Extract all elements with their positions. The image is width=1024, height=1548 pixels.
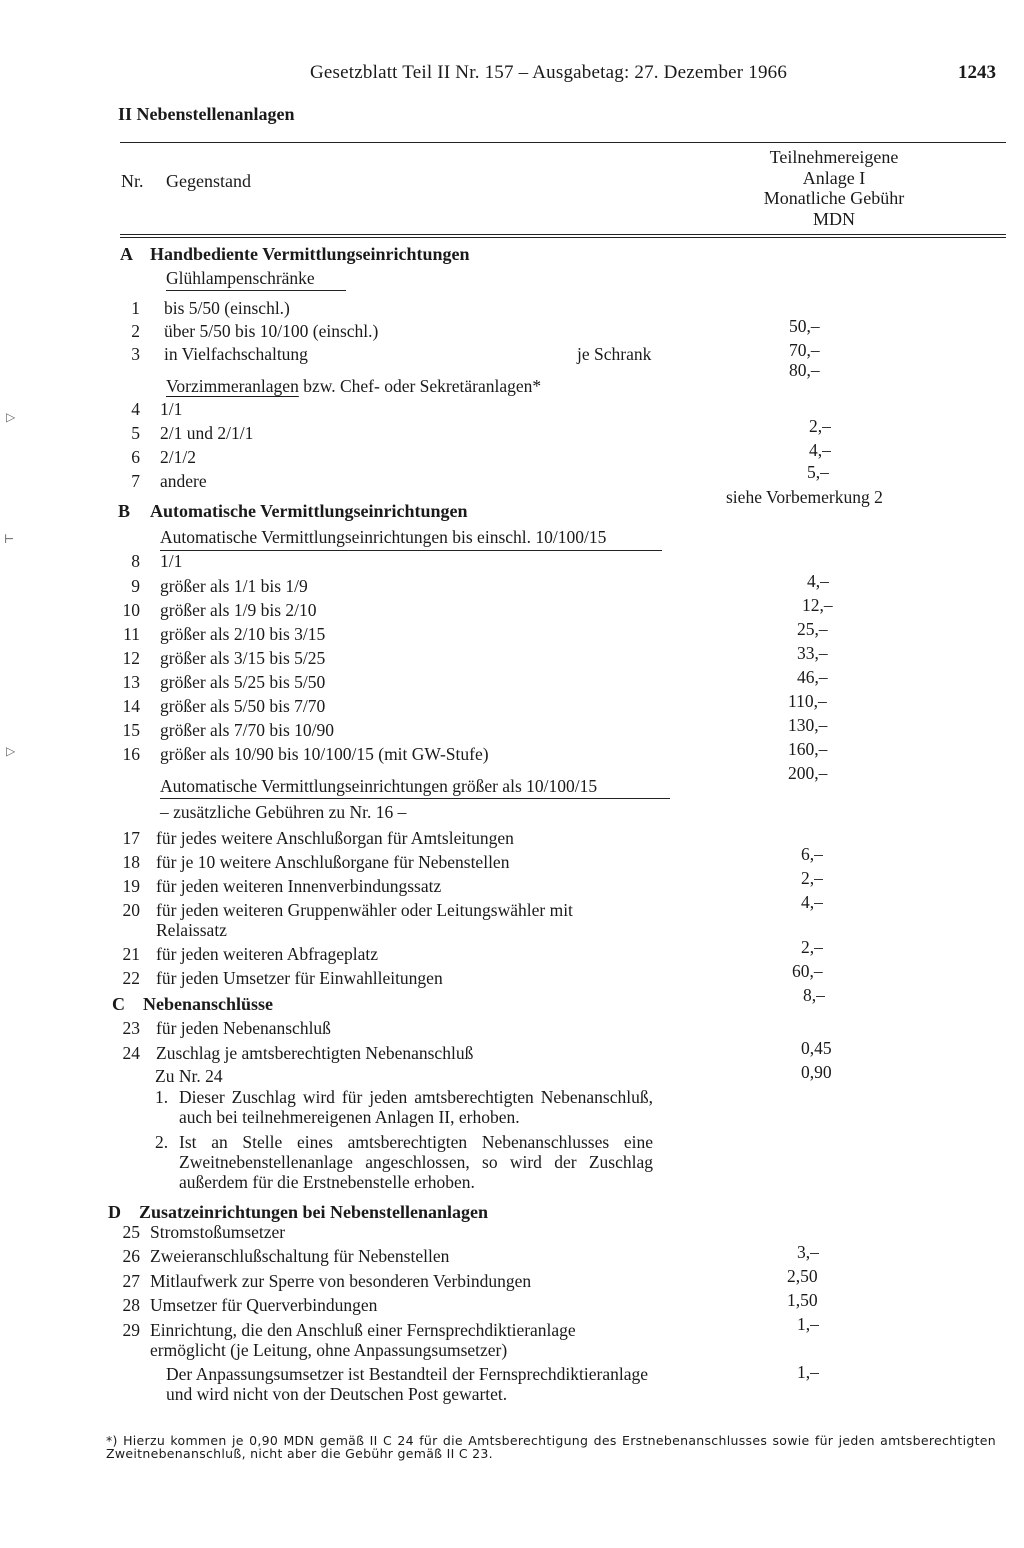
item-number: 6 — [131, 447, 140, 467]
subgroup-rule — [166, 290, 346, 291]
item-description: größer als 5/50 bis 7/70 — [160, 696, 326, 716]
item-description: für je 10 weitere Anschlußorgane für Nebenstellen — [156, 852, 510, 872]
item-number: 26 — [122, 1246, 140, 1266]
item-number: 28 — [122, 1295, 140, 1315]
item-number: 27 — [122, 1271, 140, 1291]
note-text: Dieser Zuschlag wird für jeden amtsberechtigten Nebenanschluß, auch bei teilnehmereigenen Anlagen II, erhoben. — [179, 1087, 653, 1127]
item-fee: 1,– — [797, 1362, 819, 1382]
item-description: 1/1 — [160, 551, 183, 571]
item-fee: 2,– — [801, 937, 823, 957]
item-fee: 1,– — [797, 1314, 819, 1334]
item-description: größer als 10/90 bis 10/100/15 (mit GW-Stufe) — [160, 744, 489, 764]
group-title-a: Handbediente Vermittlungseinrichtungen — [150, 244, 470, 264]
page-header-title: Gesetzblatt Teil II Nr. 157 – Ausgabetag: 27. Dezember 1966 — [310, 62, 788, 83]
item-fee: 4,– — [801, 892, 823, 912]
item-fee: 0,90 — [801, 1062, 832, 1082]
fee-cell — [0, 1062, 1024, 1084]
footnote: *) Hierzu kommen je 0,90 MDN gemäß II C 24 für die Amtsberechtigung des Erstnebenanschlusses sowie für jeden amtsberechtigten Zweitnebenanschluß, nicht aber die Gebühr gemäß II C 23. — [106, 1433, 996, 1461]
item-description: für jeden Umsetzer für Einwahlleitungen — [156, 968, 443, 988]
item-number: 23 — [122, 1018, 140, 1038]
item-number: 5 — [131, 423, 140, 443]
item-number: 2 — [131, 321, 140, 341]
margin-mark: ▷ — [6, 744, 16, 758]
item-number: 13 — [122, 672, 140, 692]
table-row — [0, 1018, 1024, 1040]
item-fee: 5,– — [807, 462, 829, 482]
item-description: größer als 2/10 bis 3/15 — [160, 624, 326, 644]
item-fee: 60,– — [792, 961, 823, 981]
item-description: Zuschlag je amtsberechtigten Nebenanschluß — [156, 1043, 474, 1063]
item-description: Zweieranschlußschaltung für Nebenstellen — [150, 1246, 450, 1266]
item-fee: 2,– — [801, 868, 823, 888]
note-title: Zu Nr. 24 — [155, 1066, 223, 1086]
group-letter-a: A — [120, 244, 133, 264]
item-number: 7 — [131, 471, 140, 491]
page-number: 1243 — [958, 62, 996, 83]
subgroup-title-rest: bzw. Chef- oder Sekretäranlagen* — [298, 376, 542, 396]
item-description: bis 5/50 (einschl.) — [164, 298, 290, 318]
fee-header-line: Anlage I — [802, 167, 866, 188]
subgroup-title-underlined: Vorzimmeranlagen — [166, 376, 299, 396]
item-fee: 2,– — [809, 416, 831, 436]
item-description: Mitlaufwerk zur Sperre von besonderen Verbindungen — [150, 1271, 532, 1291]
item-fee: 3,– — [797, 1242, 819, 1262]
table-row — [0, 1246, 1024, 1268]
fee-cell — [0, 360, 1024, 382]
item-description: 2/1 und 2/1/1 — [160, 423, 254, 443]
item-number: 1 — [131, 298, 140, 318]
fee-header-line: MDN — [812, 208, 855, 229]
margin-mark: ▷ — [6, 410, 16, 424]
item-number: 19 — [122, 876, 140, 896]
group-title-c: Nebenanschlüsse — [143, 994, 274, 1014]
item-number: 15 — [122, 720, 140, 740]
table-top-rule — [120, 142, 1006, 143]
note-number: 2. — [155, 1132, 169, 1152]
item-number: 8 — [131, 551, 140, 571]
item-description: über 5/50 bis 10/100 (einschl.) — [164, 321, 379, 341]
item-description: größer als 3/15 bis 5/25 — [160, 648, 326, 668]
item-number: 29 — [122, 1320, 140, 1340]
item-description: größer als 1/9 bis 2/10 — [160, 600, 317, 620]
item-number: 4 — [131, 399, 140, 419]
item-number: 20 — [122, 900, 140, 920]
item-description: 1/1 — [160, 399, 183, 419]
item-number: 22 — [122, 968, 140, 988]
group-title-d: Zusatzeinrichtungen bei Nebenstellenanlagen — [139, 1202, 489, 1222]
fee-cell — [0, 763, 1024, 785]
item-number: 11 — [123, 624, 140, 644]
item-unit: je Schrank — [577, 344, 652, 364]
item-fee: 70,– — [789, 340, 820, 360]
item-description: für jeden Nebenanschluß — [156, 1018, 331, 1038]
item-fee: 2,50 — [787, 1266, 818, 1286]
subgroup-title: Automatische Vermittlungseinrichtungen bis einschl. 10/100/15 — [160, 527, 607, 547]
item-fee: 80,– — [789, 360, 820, 380]
fee-cell — [0, 487, 1024, 509]
table-row — [0, 551, 1024, 573]
item-number: 25 — [122, 1222, 140, 1242]
item-description: größer als 5/25 bis 5/50 — [160, 672, 326, 692]
item-fee: 0,45 — [801, 1038, 832, 1058]
table-row — [0, 900, 1024, 940]
subgroup-title: Automatische Vermittlungseinrichtungen größer als 10/100/15 — [160, 776, 598, 796]
subgroup-note: – zusätzliche Gebühren zu Nr. 16 – — [160, 802, 407, 822]
column-header-nr: Nr. — [121, 171, 144, 191]
item-number: 17 — [122, 828, 140, 848]
fee-cell — [0, 1362, 1024, 1384]
item-number: 3 — [131, 344, 140, 364]
item-description: in Vielfachschaltung — [164, 344, 308, 364]
item-fee: 8,– — [803, 985, 825, 1005]
item-number: 12 — [122, 648, 140, 668]
item-description: 2/1/2 — [160, 447, 196, 467]
item-number: 16 — [122, 744, 140, 764]
section-title: II Nebenstellenanlagen — [118, 104, 295, 124]
item-fee: 50,– — [789, 316, 820, 336]
item-number: 10 — [122, 600, 140, 620]
fee-header-line: Teilnehmereigene — [769, 147, 899, 167]
item-description: für jeden weiteren Gruppenwähler oder Leitungswähler mit — [156, 900, 573, 920]
note-text: Ist an Stelle eines amtsberechtigten Nebenanschlusses eine Zweitnebenstellenanlage angeschlossen, so wird der Zuschlag außerdem für die Erstnebenstelle erhoben. — [179, 1132, 653, 1192]
item-29-note: Der Anpassungsumsetzer ist Bestandteil der Fernsprechdiktieranlage und wird nicht von der Deutschen Post gewartet. — [166, 1364, 648, 1404]
table-header-rule — [120, 234, 1006, 235]
fee-header-line: Monatliche Gebühr — [763, 188, 905, 208]
item-description: für jeden weiteren Abfrageplatz — [156, 944, 379, 964]
table-row — [0, 1222, 1024, 1244]
item-description: größer als 1/1 bis 1/9 — [160, 576, 308, 596]
item-number: 9 — [131, 576, 140, 596]
item-description: für jeden weiteren Innenverbindungssatz — [156, 876, 442, 896]
item-fee: 6,– — [801, 844, 823, 864]
item-fee: 200,– — [788, 763, 828, 783]
margin-mark: ⊢ — [4, 532, 15, 546]
item-description: für jedes weitere Anschlußorgan für Amtsleitungen — [156, 828, 514, 848]
group-letter-d: D — [108, 1202, 121, 1222]
table-row — [0, 1320, 1024, 1360]
item-number: 14 — [122, 696, 140, 716]
table-header-rule-double — [120, 237, 1006, 238]
item-description: Einrichtung, die den Anschluß einer Fernsprechdiktieranlage — [150, 1320, 576, 1340]
item-number: 18 — [122, 852, 140, 872]
item-description: Umsetzer für Querverbindungen — [150, 1295, 378, 1315]
column-header-fee — [700, 147, 968, 229]
item-fee: 12,– — [802, 595, 833, 615]
group-letter-b: B — [118, 501, 131, 521]
item-description: andere — [160, 471, 207, 491]
item-description-continued: ermöglicht (je Leitung, ohne Anpassungsumsetzer) — [150, 1340, 508, 1360]
item-fee: siehe Vorbemerkung 2 — [726, 487, 883, 507]
item-fee: 1,50 — [787, 1290, 818, 1310]
column-header-gegenstand: Gegenstand — [166, 171, 251, 191]
item-number: 24 — [122, 1043, 140, 1063]
fee-cell — [0, 985, 1024, 1007]
group-letter-c: C — [112, 994, 125, 1014]
item-fee: 130,– — [788, 715, 828, 735]
subgroup-title: Glühlampenschränke — [166, 268, 315, 288]
item-description: größer als 7/70 bis 10/90 — [160, 720, 335, 740]
item-fee: 33,– — [797, 643, 828, 663]
item-fee: 4,– — [807, 571, 829, 591]
item-description: Stromstoßumsetzer — [150, 1222, 286, 1242]
group-title-b: Automatische Vermittlungseinrichtungen — [150, 501, 468, 521]
note-number: 1. — [155, 1087, 169, 1107]
item-fee: 160,– — [788, 739, 828, 759]
item-number: 21 — [122, 944, 140, 964]
item-fee: 4,– — [809, 440, 831, 460]
item-fee: 46,– — [797, 667, 828, 687]
item-fee: 110,– — [788, 691, 827, 711]
subgroup-rule — [160, 798, 670, 799]
item-fee: 25,– — [797, 619, 828, 639]
item-description-continued: Relaissatz — [156, 920, 227, 940]
